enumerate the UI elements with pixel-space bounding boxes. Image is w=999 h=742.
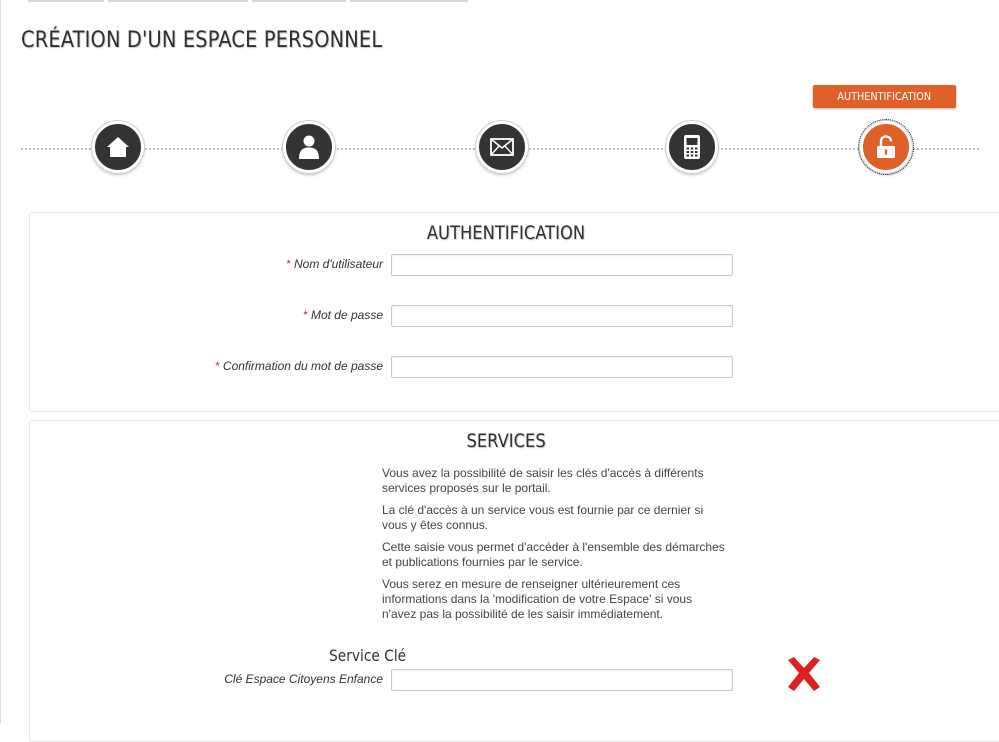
step-user[interactable] xyxy=(283,121,335,173)
services-paragraph: Cette saisie vous permet d'accéder à l'ensemble des démarches et publications fournies par le service. xyxy=(382,540,725,569)
services-paragraph: La clé d'accès à un service vous est fournie par ce dernier si vous y êtes connus. xyxy=(382,503,704,532)
page-left-border xyxy=(0,0,1,723)
service-key-label: Clé Espace Citoyens Enfance xyxy=(224,672,383,686)
service-key-heading: Service Clé xyxy=(329,646,407,665)
current-step-label: AUTHENTIFICATION xyxy=(837,90,932,103)
services-panel xyxy=(29,420,999,742)
step-authentication[interactable] xyxy=(860,121,912,173)
username-input[interactable] xyxy=(391,254,733,276)
envelope-icon xyxy=(490,138,514,156)
services-paragraph: Vous avez la possibilité de saisir les clés d'accès à différents services proposés sur le portail. xyxy=(382,466,704,495)
authentication-panel xyxy=(29,212,999,412)
authentication-title: AUTHENTIFICATION xyxy=(426,222,586,244)
username-label: * Nom d'utilisateur xyxy=(286,257,383,271)
password-confirmation-input[interactable] xyxy=(391,356,733,378)
page-title: CRÉATION D'UN ESPACE PERSONNEL xyxy=(21,28,383,53)
services-paragraph: Vous serez en mesure de renseigner ultérieurement ces informations dans la 'modification de votre Espace' si vous n'avez pas la possibilité de les saisir immédiatement. xyxy=(382,577,693,621)
password-label: * Mot de passe xyxy=(303,308,383,322)
password-confirmation-label: * Confirmation du mot de passe xyxy=(215,359,383,373)
current-step-banner xyxy=(813,85,956,108)
service-key-input[interactable] xyxy=(391,669,733,691)
home-icon xyxy=(105,135,131,159)
user-icon xyxy=(298,134,320,160)
step-home[interactable] xyxy=(92,121,144,173)
step-email[interactable] xyxy=(476,121,528,173)
password-input[interactable] xyxy=(391,305,733,327)
unlock-icon xyxy=(875,135,897,159)
services-title: SERVICES xyxy=(466,430,546,452)
remove-x-icon[interactable] xyxy=(784,654,824,694)
services-description xyxy=(382,466,727,629)
step-phone[interactable] xyxy=(666,121,718,173)
mobile-phone-icon xyxy=(683,134,701,160)
